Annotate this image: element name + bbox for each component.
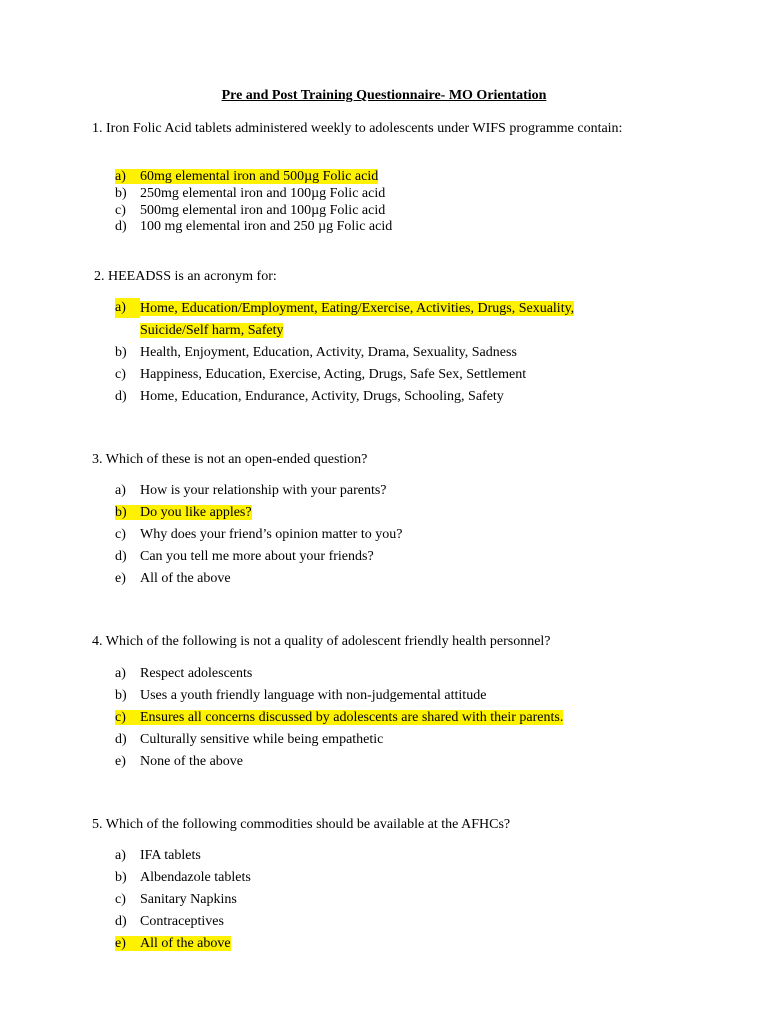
option-text: Home, Education/Employment, Eating/Exercise, Activities, Drugs, Sexuality, Suicide/Self harm, Safety	[140, 301, 575, 338]
question-4-option-e	[115, 752, 675, 772]
option-text: Contraceptives	[140, 914, 224, 929]
option-label: c)	[115, 710, 126, 725]
option-text: Culturally sensitive while being empathetic	[140, 732, 384, 747]
option-label: c)	[115, 892, 126, 907]
option-label: c)	[115, 527, 126, 542]
option-label: b)	[115, 688, 127, 703]
question-1-text: 1. Iron Folic Acid tablets administered weekly to adolescents under WIFS programme contain:	[92, 121, 623, 136]
option-text: None of the above	[140, 754, 244, 769]
question-5-option-d	[115, 912, 675, 932]
option-text: Respect adolescents	[140, 666, 253, 681]
question-1-option-d	[115, 217, 675, 237]
option-label: a)	[115, 666, 126, 681]
option-label: c)	[115, 203, 126, 218]
question-3-option-e	[115, 569, 675, 589]
option-label: d)	[115, 389, 127, 404]
option-label: a)	[115, 483, 126, 498]
question-2-option-b	[115, 343, 675, 363]
option-text: Albendazole tablets	[140, 870, 251, 885]
question-4-option-a	[115, 664, 675, 684]
question-3-option-d	[115, 547, 675, 567]
option-text: All of the above	[140, 936, 231, 951]
option-text: Why does your friend’s opinion matter to you?	[140, 527, 403, 542]
document-title: Pre and Post Training Questionnaire- MO Orientation	[221, 88, 547, 103]
option-label: a)	[115, 169, 126, 184]
question-2-text: 2. HEEADSS is an acronym for:	[94, 269, 277, 284]
option-label: e)	[115, 754, 126, 769]
option-label: a)	[115, 848, 126, 863]
option-text: Home, Education, Endurance, Activity, Drugs, Schooling, Safety	[140, 389, 504, 404]
option-label: b)	[115, 870, 127, 885]
question-2-option-d	[115, 387, 675, 407]
option-label: b)	[115, 345, 127, 360]
option-text: Uses a youth friendly language with non-judgemental attitude	[140, 688, 487, 703]
option-label: d)	[115, 219, 127, 234]
question-3-text: 3. Which of these is not an open-ended question?	[92, 452, 368, 467]
option-text: Sanitary Napkins	[140, 892, 237, 907]
option-text: All of the above	[140, 571, 231, 586]
option-text: Can you tell me more about your friends?	[140, 549, 374, 564]
option-label: d)	[115, 732, 127, 747]
question-4-option-d	[115, 730, 675, 750]
option-text: Health, Enjoyment, Education, Activity, Drama, Sexuality, Sadness	[140, 345, 517, 360]
question-3-option-b	[115, 503, 675, 523]
question-4-option-c	[115, 708, 675, 728]
option-label: b)	[115, 186, 127, 201]
option-label: a)	[115, 298, 140, 318]
option-text: 500mg elemental iron and 100µg Folic acid	[140, 203, 386, 218]
option-label: d)	[115, 914, 127, 929]
question-5-option-e	[115, 934, 675, 954]
question-2-option-a	[115, 298, 645, 342]
option-text: Ensures all concerns discussed by adolescents are shared with their parents.	[140, 710, 564, 725]
question-3-option-c	[115, 525, 675, 545]
option-text: 60mg elemental iron and 500µg Folic acid	[140, 169, 379, 184]
question-5-option-b	[115, 868, 675, 888]
option-text: Do you like apples?	[140, 505, 252, 520]
question-4-text: 4. Which of the following is not a quality of adolescent friendly health personnel?	[92, 634, 551, 649]
option-label: c)	[115, 367, 126, 382]
option-text: 250mg elemental iron and 100µg Folic acid	[140, 186, 386, 201]
question-5-option-a	[115, 846, 675, 866]
option-label: d)	[115, 549, 127, 564]
option-text: How is your relationship with your parents?	[140, 483, 387, 498]
option-label: b)	[115, 505, 127, 520]
question-4-option-b	[115, 686, 675, 706]
option-text: Happiness, Education, Exercise, Acting, Drugs, Safe Sex, Settlement	[140, 367, 527, 382]
option-label: e)	[115, 936, 126, 951]
option-label: e)	[115, 571, 126, 586]
option-text: IFA tablets	[140, 848, 201, 863]
question-2-option-c	[115, 365, 675, 385]
option-text: 100 mg elemental iron and 250 µg Folic acid	[140, 219, 393, 234]
question-5-text: 5. Which of the following commodities should be available at the AFHCs?	[92, 817, 511, 832]
question-5-option-c	[115, 890, 675, 910]
question-3-option-a	[115, 481, 675, 501]
